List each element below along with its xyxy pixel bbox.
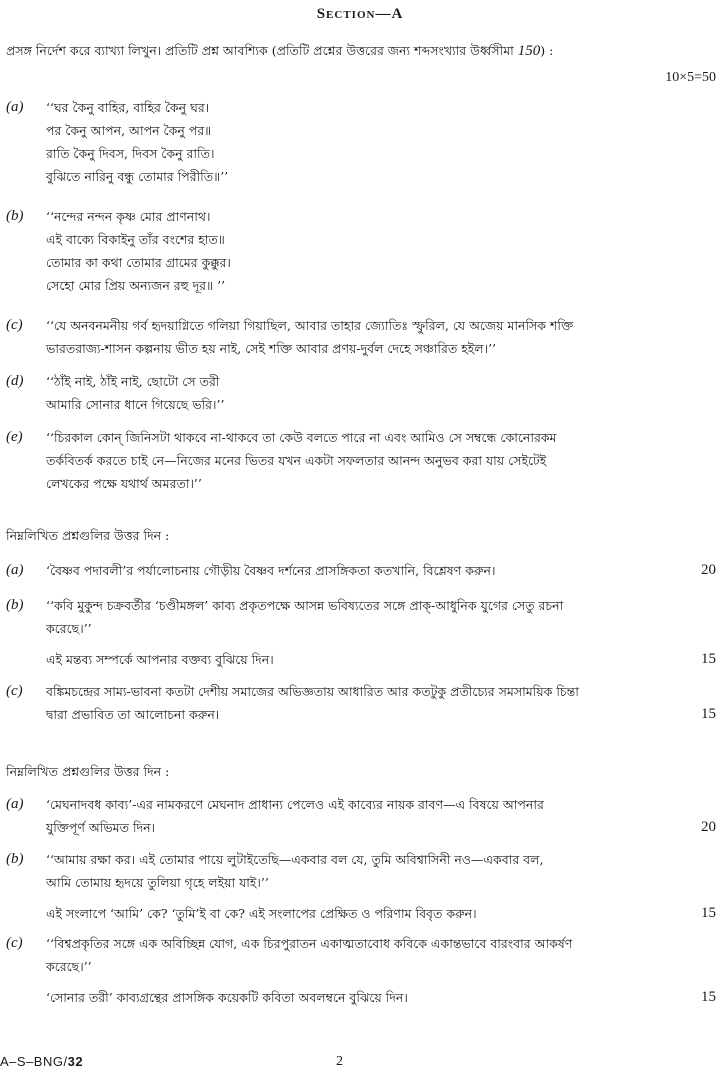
- verse-line: ‘‘ঠাঁই নাই, ঠাঁই নাই, ছোটো সে তরী: [46, 374, 220, 389]
- passage-line: তর্কবিতর্ক করতে চাই নে—নিজের মনের ভিতর যখন একটা সফলতার আনন্দ অনুভব করা যায় সেইটেই: [46, 453, 547, 468]
- verse-line: সেহো মোর প্রিয় অন্যজন রহু দূর॥ ’’: [46, 278, 226, 293]
- quote-line: ‘‘বিশ্বপ্রকৃতির সঙ্গে এক অবিচ্ছিন্ন যোগ, এক চিরপুরাতন একাত্মতাবোধ কবিকে একান্তভাবে বারংবার আকর্ষণ: [46, 936, 573, 951]
- question-label: (c): [6, 317, 23, 333]
- question-text: যুক্তিপূর্ণ অভিমত দিন।: [46, 820, 156, 835]
- question-text: ‘মেঘনাদবধ কাব্য’-এর নামকরণে মেঘনাদ প্রাধান্য পেলেও এই কাব্যের নায়ক রাবণ—এ বিষয়ে আপনার: [46, 797, 544, 812]
- question-label: (c): [6, 683, 23, 699]
- question-text: বঙ্কিমচন্দ্রের সাম্য-ভাবনা কতটা দেশীয় সমাজের অভিজ্ঞতায় আধারিত আর কতটুকু প্রতীচ্যের সমসাময়িক চিন্তা: [46, 684, 579, 699]
- question-label: (e): [6, 429, 23, 445]
- question-label: (a): [6, 99, 24, 115]
- question-2a: [6, 559, 716, 582]
- question-text: দ্বারা প্রভাবিত তা আলোচনা করুন।: [46, 707, 220, 722]
- question-1b: [6, 205, 716, 297]
- instruction-text: প্রসঙ্গ নির্দেশ করে ব্যাখ্যা লিখুন। প্রতিটি প্রশ্ন আবশ্যিক (প্রতিটি প্রশ্নের উত্তরের জন্য শব্দসংখ্যার উর্ধ্বসীমা: [6, 43, 514, 58]
- page-number: 2: [336, 1054, 343, 1069]
- quote-line: আমি তোমায় হৃদয়ে তুলিয়া গৃহে লইয়া যাই।’’: [46, 875, 269, 890]
- question-3-heading: নিম্নলিখিত প্রশ্নগুলির উত্তর দিন :: [6, 764, 170, 779]
- question-3c: [6, 932, 716, 1009]
- verse-line: ‘‘ঘর কৈনু বাহির, বাহির কৈনু ঘর।: [46, 100, 210, 115]
- verse-line: এই বাক্যে বিকাইনু তাঁর বংশের হাত॥: [46, 232, 225, 247]
- marks: 15: [701, 706, 716, 722]
- marks: 15: [701, 905, 716, 921]
- passage-line: লেখকের পক্ষে যথার্থ অমরতা।’’: [46, 476, 202, 491]
- quote-line: ‘‘আমায় রক্ষা কর। এই তোমার পায়ে লুটাইতেছি—একবার বল যে, তুমি অবিশ্বাসিনী নও—একবার বল,: [46, 852, 544, 867]
- question-label: (d): [6, 373, 24, 389]
- instruction: [6, 42, 716, 60]
- question-2c: [6, 680, 716, 726]
- verse-line: ‘‘নন্দের নন্দন কৃষ্ণ মোর প্রাণনাথ।: [46, 209, 211, 224]
- paper-code-prefix: A–S–BNG/: [0, 1054, 68, 1069]
- question-1a: [6, 96, 716, 188]
- word-limit: 150: [517, 43, 541, 59]
- question-label: (a): [6, 796, 24, 812]
- question-text: এই মন্তব্য সম্পর্কে আপনার বক্তব্য বুঝিয়ে দিন।: [46, 652, 274, 667]
- passage-line: ভারতরাজ্য-শাসন কল্পনায় ভীত হয় নাই, সেই শক্তি আবার প্রণয়-দুর্বল দেহে সঞ্চারিত হইল।’’: [46, 341, 497, 356]
- instruction-close: ) :: [540, 43, 554, 58]
- paper-code-number: 32: [67, 1054, 84, 1069]
- question-label: (a): [6, 562, 24, 578]
- question-1c: [6, 314, 716, 360]
- question-2b: [6, 594, 716, 671]
- marks: 20: [701, 819, 716, 835]
- question-label: (b): [6, 208, 24, 224]
- question-text: ‘সোনার তরী’ কাব্যগ্রন্থের প্রাসঙ্গিক কয়েকটি কবিতা অবলম্বনে বুঝিয়ে দিন।: [46, 990, 408, 1005]
- passage-line: ‘‘যে অনবনমনীয় গর্ব হৃদয়াগ্নিতে গলিয়া গিয়াছিল, আবার তাহার জ্যোতিঃ স্ফুরিল, যে অজেয় মানসিক শক্তি: [46, 318, 574, 333]
- quote-line: করেছে।’’: [46, 959, 92, 974]
- paper-code: [0, 1054, 83, 1069]
- quote-line: ‘‘কবি মুকুন্দ চক্রবর্তীর ‘চণ্ডীমঙ্গল’ কাব্য প্রকৃতপক্ষে আসন্ন ভবিষ্যতের সঙ্গে প্রাক্-আধুনিক যুগের সেতু রচনা: [46, 598, 564, 613]
- question-text: ‘বৈষ্ণব পদাবলী’র পর্যালোচনায় গৌড়ীয় বৈষ্ণব দর্শনের প্রাসঙ্গিকতা কতখানি, বিশ্লেষণ করুন।: [46, 563, 496, 578]
- question-2-heading: নিম্নলিখিত প্রশ্নগুলির উত্তর দিন :: [6, 528, 170, 543]
- question-label: (b): [6, 597, 24, 613]
- passage-line: ‘‘চিরকাল কোন্ জিনিসটা থাকবে না-থাকবে তা কেউ বলতে পারে না এবং আমিও সে সম্বন্ধে কোনোরকম: [46, 430, 557, 445]
- question-label: (b): [6, 851, 24, 867]
- verse-line: বুঝিতে নারিনু বন্ধু তোমার পিরীতি॥’’: [46, 169, 229, 184]
- question-3b: [6, 848, 716, 925]
- verse-line: রাতি কৈনু দিবস, দিবস কৈনু রাতি।: [46, 146, 215, 161]
- question-text: এই সংলাপে ‘আমি’ কে? ‘তুমি’ই বা কে? এই সংলাপের প্রেক্ষিত ও পরিণাম বিবৃত করুন।: [46, 906, 477, 921]
- question-3a: [6, 793, 716, 839]
- question-1e: [6, 426, 716, 495]
- verse-line: আমারি সোনার ধানে গিয়েছে ভরি।’’: [46, 397, 225, 412]
- verse-line: পর কৈনু আপন, আপন কৈনু পর॥: [46, 123, 212, 138]
- total-marks: 10×5=50: [665, 70, 716, 85]
- marks: 20: [701, 562, 716, 578]
- section-title: Section—A: [316, 6, 404, 22]
- verse-line: তোমার কা কথা তোমার গ্রামের কুক্কুর।: [46, 255, 231, 270]
- question-label: (c): [6, 935, 23, 951]
- marks: 15: [701, 651, 716, 667]
- question-1d: [6, 370, 716, 416]
- quote-line: করেছে।’’: [46, 621, 92, 636]
- marks: 15: [701, 989, 716, 1005]
